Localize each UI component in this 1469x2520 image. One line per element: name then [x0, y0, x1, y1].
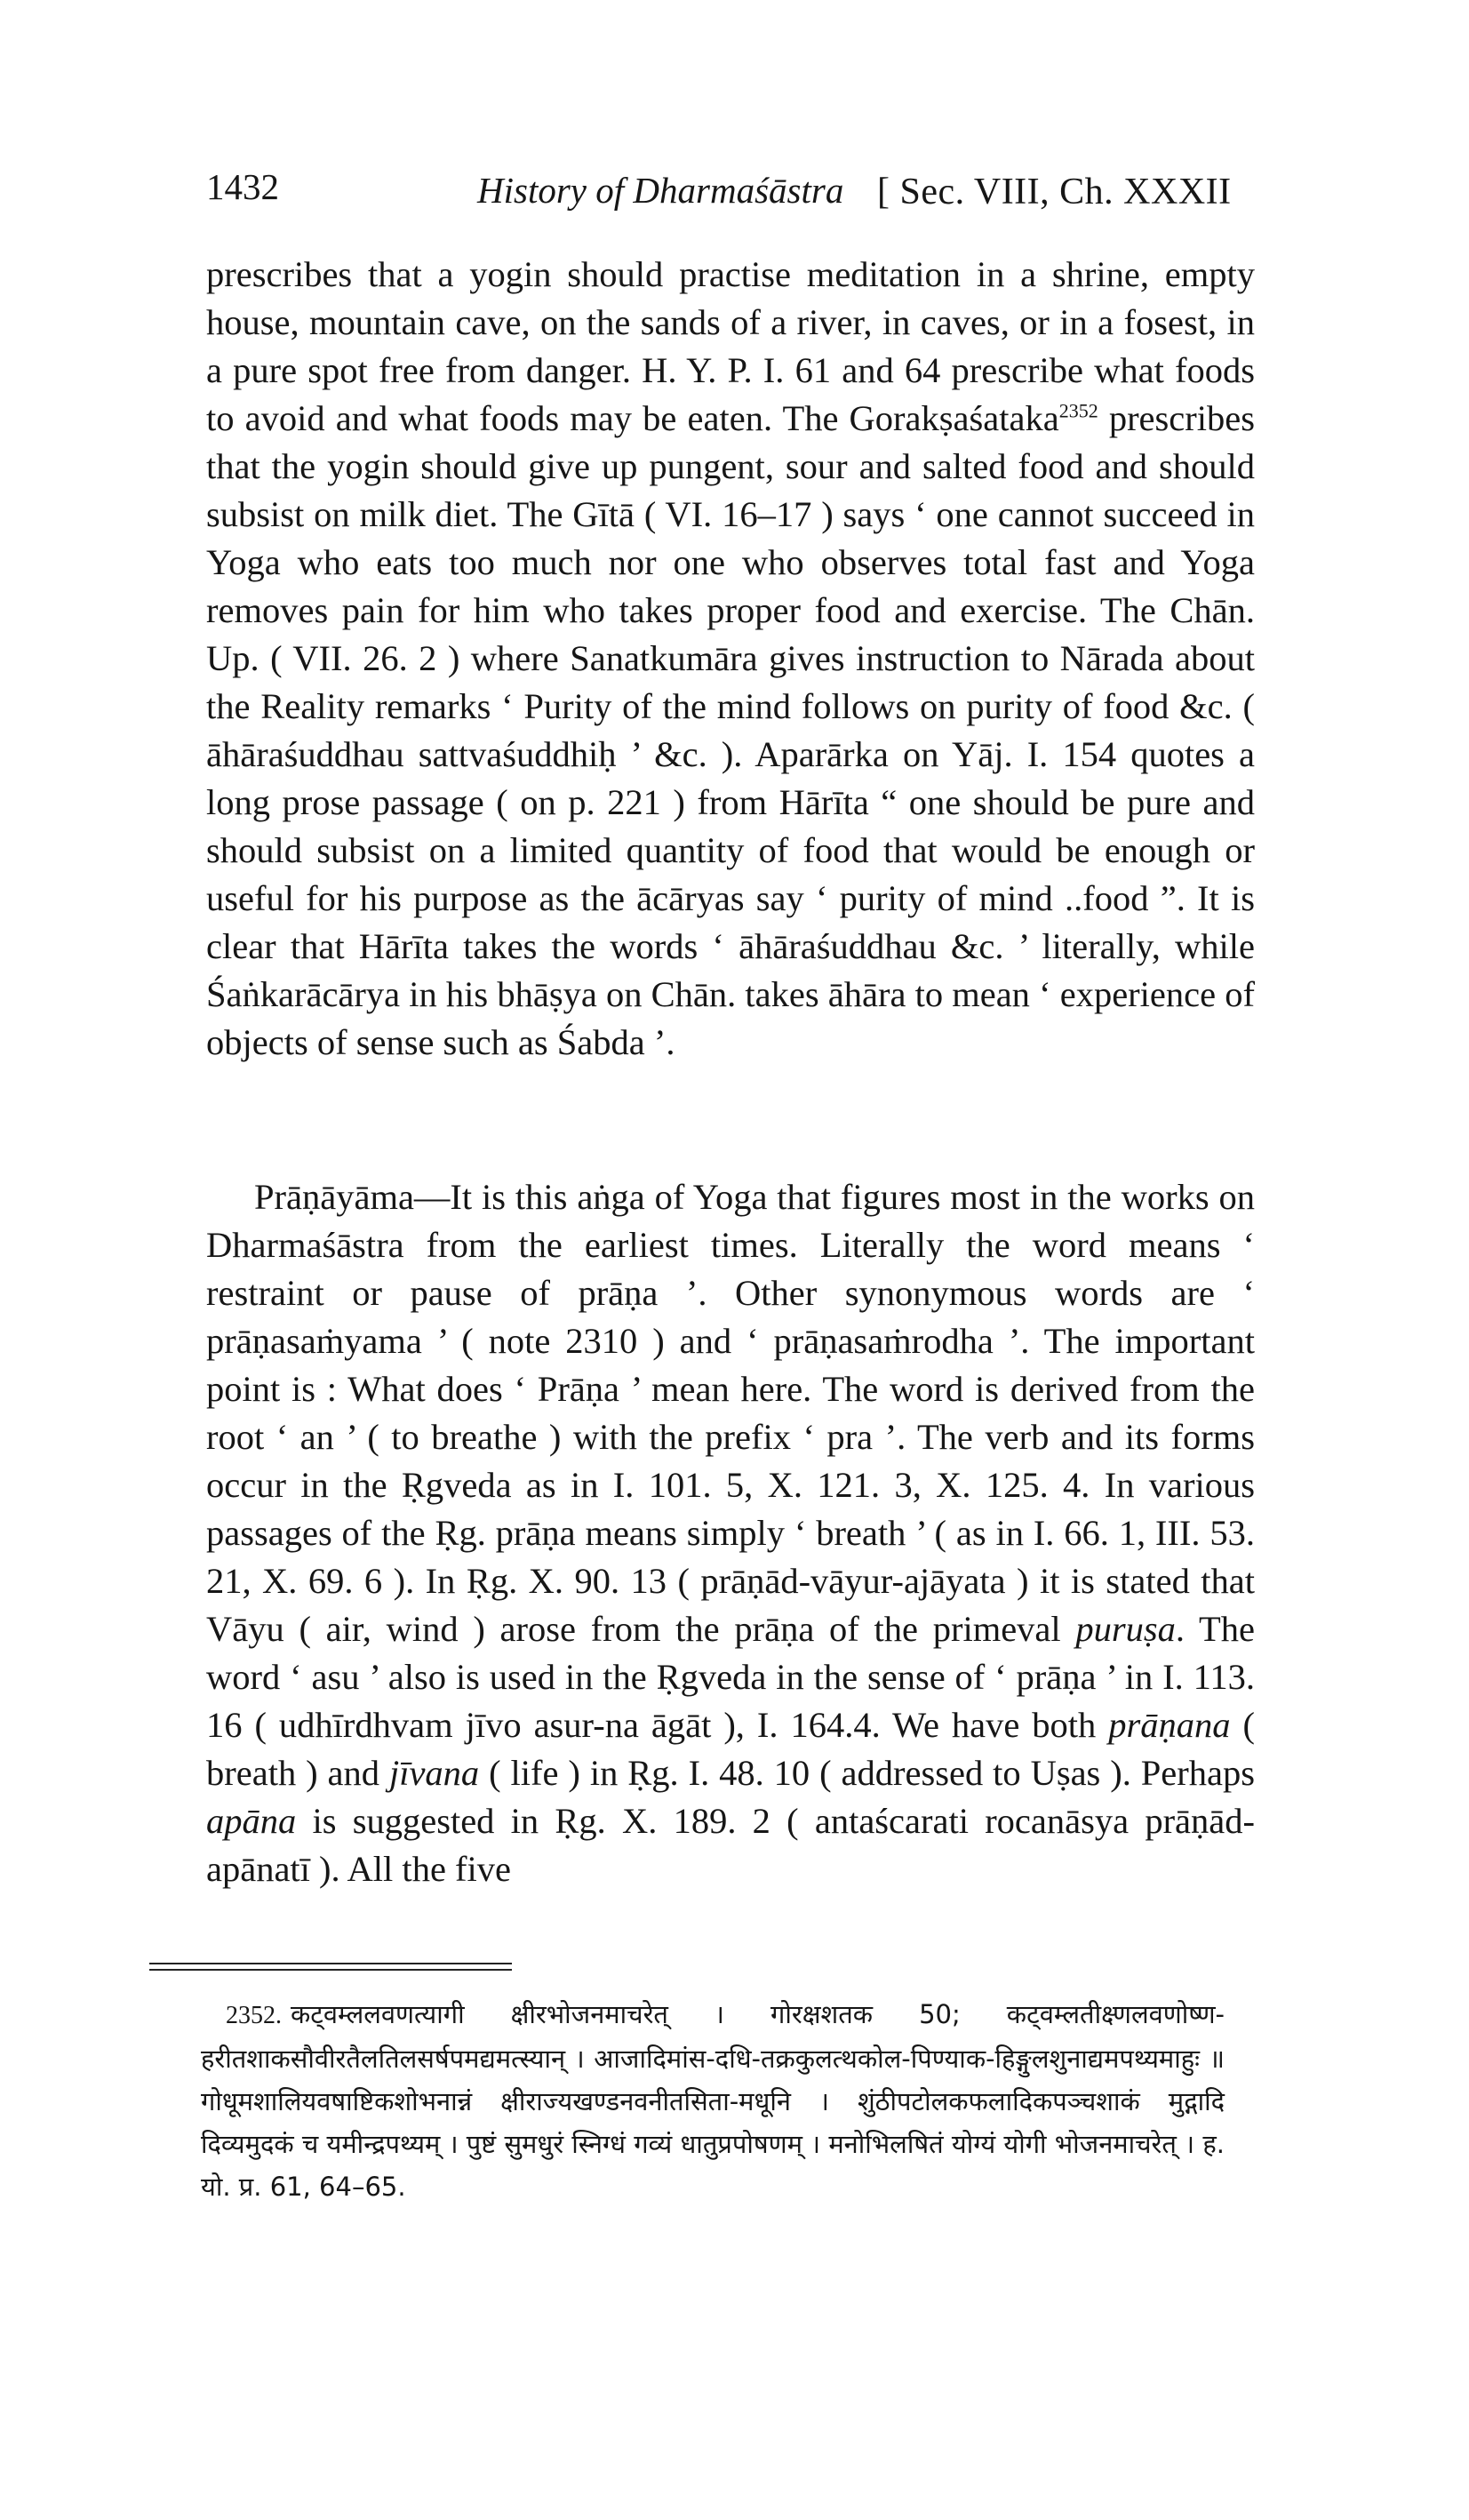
- paragraph-text: ( breath ) and: [206, 1705, 1255, 1793]
- paragraph-text: prescribes that the yogin should give up pungent, sour and salted food and should subsist on milk diet. The Gītā ( VI. 16–17 ) says ‘ one cannot succeed in Yoga who eats too much nor one who observes total fast and Yoga removes pain for him who takes proper food and exercise. The Chān. Up. ( VII. 26. 2 ) where Sanatkumāra gives instruction to Nārada about the Reality remarks ‘ Purity of the mind follows on purity of food &c. ( āhāraśuddhau sattvaśuddhiḥ ’ &c. ). Aparārka on Yāj. I. 154 quotes a long prose passage ( on p. 221 ) from Hārīta “ one should be pure and should subsist on a limited quantity of food that would be enough or useful for his purpose as the ācāryas say ‘ purity of mind ..food ”. It is clear that Hārīta takes the words ‘ āhāraśuddhau &c. ’ literally, while Śaṅkarācārya in his bhāṣya on Chān. takes āhāra to mean ‘ experience of objects of sense such as Śabda ’.: [206, 398, 1255, 1062]
- footnote-2352: [201, 1993, 1225, 2208]
- running-title: History of Dharmaśāstra: [477, 170, 844, 211]
- footnote-marker: 2352: [1058, 399, 1098, 422]
- footnote-separator: [149, 1963, 512, 1973]
- paragraph-diet-and-yoga: [206, 251, 1255, 1067]
- paragraph-text: prescribes that a yogin should practise meditation in a shrine, empty house, mountain cave, on the sands of a river, in caves, or in a fosest, in a pure spot free from danger. H. Y. P. I. 61 and 64 prescribe what foods to avoid and what foods may be eaten. The Gorakṣaśataka: [206, 254, 1255, 438]
- footnote-text: कट्वम्ललवणत्यागी क्षीरभोजनमाचरेत् । गोरक्षशतक 50; कट्वम्लतीक्ष्णलवणोष्ण-हरीतशाकसौवीरतैलतिलसर्षपमद्यमत्स्यान् । आजादिमांस-दधि-तक्रकुलत्थकोल-पिण्याक-हिङ्गुलशुनाद्यमपथ्यमाहुः ॥ गोधूमशालियवषाष्टिकशोभनान्नं क्षीराज्यखण्डनवनीतसिता-मधूनि । शुंठीपटोलकफलादिकपञ्चशाकं मुद्गादि दिव्यमुदकं च यमीन्द्रपथ्यम् । पुष्टं सुमधुरं स्निग्धं गव्यं धातुप्रपोषणम् । मनोभिलषितं योग्यं योगी भोजनमाचरेत् । ह. यो. प्र. 61, 64–65.: [201, 1999, 1225, 2202]
- separator-line: [149, 1963, 512, 1964]
- paragraph-text: Prāṇāyāma—It is this aṅga of Yoga that figures most in the works on Dharmaśāstra from the earliest times. Literally the word means ‘ restraint or pause of prāṇa ’. Other synonymous words are ‘ prāṇasaṁyama ’ ( note 2310 ) and ‘ prāṇasaṁrodha ’. The important point is : What does ‘ Prāṇa ’ mean here. The word is derived from the root ‘ an ’ ( to breathe ) with the prefix ‘ pra ’. The verb and its forms occur in the Ṛgveda as in I. 101. 5, X. 121. 3, X. 125. 4. In various passages of the Ṛg. prāṇa means simply ‘ breath ’ ( as in I. 66. 1, III. 53. 21, X. 69. 6 ). In Ṛg. X. 90. 13 ( prāṇād-vāyur-ajāyata ) it is stated that Vāyu ( air, wind ) arose from the prāṇa of the primeval: [206, 1177, 1255, 1649]
- paragraph-text: is suggested in Ṛg. X. 189. 2 ( antaścarati rocanāsya prāṇād-apānatī ). All the five: [206, 1801, 1255, 1889]
- page-header: [206, 162, 1433, 212]
- separator-line: [149, 1969, 512, 1971]
- italic-term: apāna: [206, 1801, 297, 1841]
- paragraph-text: . The word ‘ asu ’ also is used in the Ṛgveda in the sense of ‘ prāṇa ’ in I. 113. 16 ( udhīrdhvam jīvo asur-na āgāt ), I. 164.4. We have both: [206, 1609, 1256, 1745]
- paragraph-text: ( life ) in Ṛg. I. 48. 10 ( addressed to Uṣas ). Perhaps: [479, 1753, 1256, 1793]
- page-number: 1432: [206, 166, 279, 207]
- italic-term: puruṣa: [1075, 1609, 1176, 1649]
- italic-term: prāṇana: [1108, 1705, 1231, 1745]
- footnote-number: 2352.: [226, 2002, 282, 2029]
- section-reference: [ Sec. VIII, Ch. XXXII: [877, 172, 1232, 212]
- paragraph-pranayama: [206, 1173, 1255, 1893]
- italic-term: jīvana: [388, 1753, 480, 1793]
